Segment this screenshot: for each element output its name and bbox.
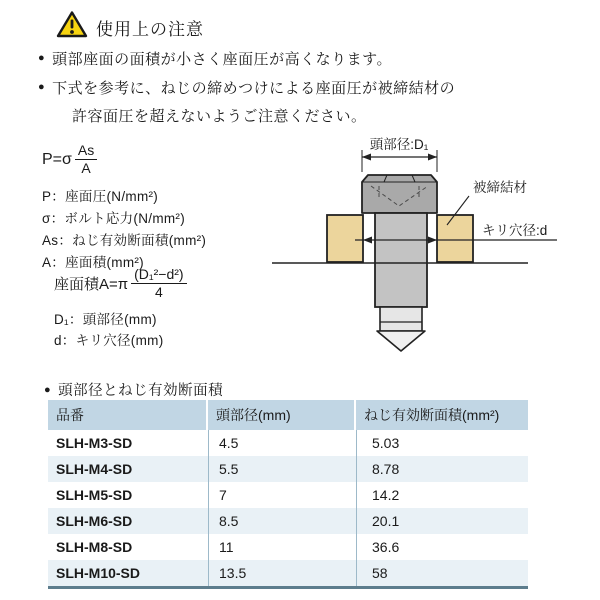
bullet-icon: ● xyxy=(38,81,46,93)
head-diameter-cell: 7 xyxy=(208,482,356,508)
thread-area-cell: 5.03 xyxy=(356,430,528,456)
bullet-icon: ● xyxy=(44,383,52,396)
part-number-cell: SLH-M3-SD xyxy=(56,435,133,451)
definition-line: P：座面圧(N/mm²) xyxy=(42,189,159,204)
bolt-diagram xyxy=(268,128,560,377)
head-diameter-cell: 11 xyxy=(208,534,356,560)
part-number-cell: SLH-M10-SD xyxy=(56,565,141,581)
spec-table xyxy=(48,400,528,589)
part-number-cell: SLH-M8-SD xyxy=(56,539,133,555)
head-diameter-cell: 5.5 xyxy=(208,456,356,482)
table-row xyxy=(48,430,528,456)
bolt-tip xyxy=(380,307,422,331)
table-header-row xyxy=(48,400,528,430)
column-header-thread-area: ねじ有効断面積(mm²) xyxy=(356,400,528,430)
hole-diameter-label: キリ穴径:d xyxy=(482,223,548,238)
thread-area-cell: 58 xyxy=(356,560,528,586)
table-section-title xyxy=(44,379,223,400)
fraction-numerator: (D₁²−d²) xyxy=(131,266,186,284)
head-diameter-cell: 8.5 xyxy=(208,508,356,534)
part-number-cell: SLH-M4-SD xyxy=(56,461,133,477)
table-row xyxy=(48,560,528,586)
definition-line: d：キリ穴径(mm) xyxy=(54,333,164,348)
thread-area-cell: 14.2 xyxy=(356,482,528,508)
page-title: 使用上の注意 xyxy=(96,19,204,39)
definition-line: As：ねじ有効断面積(mm²) xyxy=(42,233,207,248)
thread-area-cell: 20.1 xyxy=(356,508,528,534)
clamped-material-right xyxy=(437,215,473,262)
table-row xyxy=(48,534,528,560)
bolt-tip-point xyxy=(377,331,425,351)
thread-area-cell: 36.6 xyxy=(356,534,528,560)
notice-bullet-2 xyxy=(38,77,455,98)
table-row xyxy=(48,508,528,534)
pressure-formula xyxy=(42,142,97,177)
area-formula-lhs: 座面積A=π xyxy=(54,276,129,293)
definition-line: D₁：頭部径(mm) xyxy=(54,312,157,327)
head-diameter-cell: 13.5 xyxy=(208,560,356,586)
bullet-icon: ● xyxy=(38,52,46,64)
fraction-denominator: 4 xyxy=(154,284,163,300)
head-diameter-cell: 4.5 xyxy=(208,430,356,456)
clamped-material-left xyxy=(327,215,363,262)
column-header-part-number: 品番 xyxy=(48,400,206,430)
bolt-head xyxy=(362,175,437,213)
area-formula-fraction xyxy=(131,266,186,301)
thread-area-cell: 8.78 xyxy=(356,456,528,482)
fraction-denominator: A xyxy=(81,160,91,176)
warning-triangle-icon xyxy=(56,10,88,44)
notice-bullet-2-text: 下式を参考に、ねじの締めつけによる座面圧が被締結材の xyxy=(52,80,456,97)
column-header-head-diameter: 頭部径(mm) xyxy=(208,400,354,430)
table-section-title-text: 頭部径とねじ有効断面積 xyxy=(58,383,224,399)
bolt-shank xyxy=(375,213,427,307)
clamped-material-label: 被締結材 xyxy=(473,180,527,195)
fraction-numerator: As xyxy=(75,142,97,160)
notice-bullet-1 xyxy=(38,48,392,69)
table-row xyxy=(48,456,528,482)
definition-line: A：座面積(mm²) xyxy=(42,255,144,270)
notice-bullet-1-text: 頭部座面の面積が小さく座面圧が高くなります。 xyxy=(52,51,392,68)
table-row xyxy=(48,482,528,508)
pressure-formula-definitions xyxy=(42,186,206,274)
pressure-formula-fraction xyxy=(75,142,97,177)
notice-header xyxy=(56,10,204,44)
pressure-formula-lhs: P=σ xyxy=(42,150,72,168)
area-formula-definitions xyxy=(54,309,164,351)
head-diameter-label: 頭部径:D₁ xyxy=(369,137,429,152)
part-number-cell: SLH-M6-SD xyxy=(56,513,133,529)
notice-bullet-2-text-cont: 許容面圧を超えないようご注意ください。 xyxy=(72,108,367,125)
definition-line: σ：ボルト応力(N/mm²) xyxy=(42,211,186,226)
area-formula xyxy=(54,266,187,301)
part-number-cell: SLH-M5-SD xyxy=(56,487,133,503)
